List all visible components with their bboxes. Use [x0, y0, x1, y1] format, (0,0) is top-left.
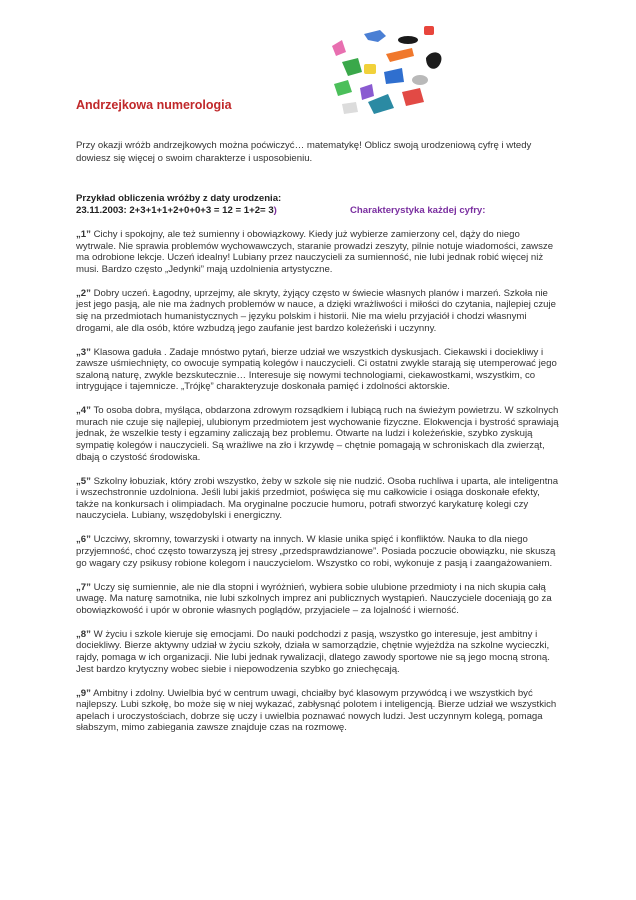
page-title: Andrzejkowa numerologia [76, 98, 232, 112]
example-calculation-close: ) [273, 205, 277, 216]
example-calculation-text: 23.11.2003: 2+3+1+1+2+0+0+3 = 12 = 1+2= 3 [76, 205, 274, 216]
number-shape-blue-2 [364, 30, 386, 42]
digit-description-2 [76, 288, 562, 334]
number-shape-red-4 [402, 88, 424, 106]
digit-label-1: „1” [76, 229, 91, 240]
intro-paragraph: Przy okazji wróżb andrzejkowych można poćwiczyć… matematykę! Oblicz swoją urodzeniową cyfrę i wtedy dowiesz się więcej o swoim charakterze i usposobieniu. [76, 140, 532, 164]
digit-label-8: „8” [76, 628, 91, 640]
digit-description-3 [76, 347, 562, 393]
digit-descriptions [76, 229, 562, 746]
colorful-numbers-image [328, 22, 458, 116]
number-shape-teal-8 [368, 94, 394, 114]
digit-text-4: To osoba dobra, myśląca, obdarzona zdrowym rozsądkiem i lubiącą ruch na świeżym powietrzu. W szkolnych murach nie czuje się najlepiej, ulubionym przedmiotem jest wychowanie fizyczne. Elokwencja i bystrość sprawiają jednak, że wszelkie testy i egzaminy zaliczają bez problemu. Otwarte na ludzi i koleżeńskie, szybko zyskują sympatię kolegów i nauczycieli. Są wrażliwe na zło i krzywdę – chętnie pomagają w schroniskach dla zwierząt, dbają o czystość środowiska. [76, 405, 559, 463]
digit-text-8: W życiu i szkole kieruje się emocjami. Do nauki podchodzi z pasją, wszystko go interesuje, jest ambitny i dociekliwy. Bierze aktywny udział w życiu szkoły, działa w samorządzie, chętnie wyjeżdża na szkolne wycieczki, rajdy, pomaga w ich organizacji. Nie lubi jednak rywalizacji, dlatego zawody sportowe nie są jego mocną stroną. Jest bardzo krytyczny wobec siebie i niepowodzenia szybko go zniechęcają. [76, 628, 550, 675]
digit-text-2: Dobry uczeń. Łagodny, uprzejmy, ale skryty, żyjący często w świecie własnych planów i marzeń. Szkoła nie jest jego pasją, ale nie ma żadnych problemów w nauce, a dzięki wrażliwości i miłości do czytania, najlepiej czuje się na przedmiotach humanistycznych – języku polskim i historii. Nie ma wielu przyjaciół i chodzi własnymi drogami, ale dla osób, które wzbudzą jego zaufanie jest bardzo koleżeński i uczynny. [76, 287, 556, 334]
number-shape-green-3 [342, 58, 362, 76]
digit-description-1 [76, 229, 562, 275]
number-shape-purple-2 [360, 84, 374, 100]
number-shape-green-6 [334, 80, 352, 96]
digit-text-7: Uczy się sumiennie, ale nie dla stopni i wyróżnień, wybiera sobie ulubione przedmioty i na nich skupia całą uwagę. Ma naturę samotnika, nie lubi szkolnych imprez ani publicznych wystąpień. Nauczyciele doceniają go za obowiązkowość i upór w obronie własnych poglądów, przyjaciele – za lojalność i wierność. [76, 581, 552, 616]
number-shape-red-tall [424, 26, 434, 35]
digit-text-6: Uczciwy, skromny, towarzyski i otwarty na innych. W klasie unika spięć i konfliktów. Nauka to dla niego przyjemność, choć często towarzyszą jej stresy „przedsprawdzianowe”. Posiada poczucie obowiązku, nie skuszą go wagary czy psikusy robione kolegom i nauczycielom. Wszystko co robi, wykonuje z pasją i zaangażowaniem. [76, 534, 556, 569]
digit-label-5: „5” [76, 475, 91, 487]
digit-description-5 [76, 476, 562, 522]
digit-label-3: „3” [76, 346, 91, 358]
example-heading-title: Przykład obliczenia wróżby z daty urodzenia: [76, 193, 282, 204]
number-shape-orange-7 [386, 48, 414, 62]
digit-text-5: Szkolny łobuziak, który zrobi wszystko, żeby w szkole się nie nudzić. Osoba ruchliwa i uparta, ale inteligentna i wszechstronnie uzdolniona. Jeśli lubi jakiś przedmiot, poświęca się mu całkowicie i osiąga doskonałe efekty, także na konkursach i olimpiadach. Ma oryginalne poczucie humoru, potrafi stworzyć karykaturę kolegi czy nauczyciela. Lubiany, wszędobylski i energiczny. [76, 475, 559, 522]
number-shape-blue-5 [384, 68, 404, 84]
digit-text-3: Klasowa gaduła . Zadaje mnóstwo pytań, bierze udział we wszystkich dyskusjach. Ciekawski i dociekliwy i zawsze uśmiechnięty, co owocuje sympatią kolegów i nauczycieli. Ci ostatni zwykle starają się utemperować jego szaloną naturę, zwykle bezskutecznie… Interesuje się nowymi technologiami, ciekawostkami, wszystkim, co intrygujące i tajemnicze. „Trójkę” charakteryzuje doskonała pamięć i zdolności aktorskie. [76, 346, 557, 393]
digit-description-8 [76, 629, 562, 675]
digit-text-9: Ambitny i zdolny. Uwielbia być w centrum uwagi, chciałby być klasowym przywódcą i we wszystkich być najlepszy. Lubi szkołę, bo może się w niej wykazać, zabłysnąć polotem i inteligencją. Bierze udział we wszystkich apelach i uroczystościach, dobrze się uczy i uwielbia poznawać nowych ludzi. Jest uczynnym kolegą, pomaga słabszym, mimo zabiegania zawsze znajduje czas na rozmowę. [76, 687, 557, 734]
example-heading [76, 193, 560, 217]
characteristics-heading: Charakterystyka każdej cyfry: [350, 205, 486, 216]
digit-description-7 [76, 582, 562, 617]
number-shape-black-8 [398, 36, 418, 44]
example-calculation [76, 205, 560, 217]
digit-description-9 [76, 688, 562, 734]
digit-label-6: „6” [76, 534, 91, 546]
number-shape-white-7 [342, 102, 358, 114]
digit-label-4: „4” [76, 405, 91, 417]
digit-label-2: „2” [76, 287, 91, 299]
number-shape-pink-4 [332, 40, 346, 56]
number-shape-black-9 [426, 52, 441, 68]
number-shape-gray-0 [412, 75, 428, 85]
digit-description-4 [76, 405, 562, 463]
digit-label-7: „7” [76, 581, 91, 593]
number-shape-yellow-1 [364, 64, 376, 74]
digit-text-1: Cichy i spokojny, ale też sumienny i obowiązkowy. Kiedy już wybierze zamierzony cel, dąży do niego wytrwale. Nie sprawia problemów wychowawczych, staranie prowadzi zeszyty, pilnie notuje wiadomości, zawsze ma odrobione lekcje. Uczeń idealny! Lubiany przez nauczycieli za sumienność, nie lubi jednak robić więcej niż musi. Bardzo często „Jedynki” mają uzdolnienia artystyczne. [76, 229, 554, 275]
digit-label-9: „9” [76, 687, 91, 699]
digit-description-6 [76, 534, 562, 569]
